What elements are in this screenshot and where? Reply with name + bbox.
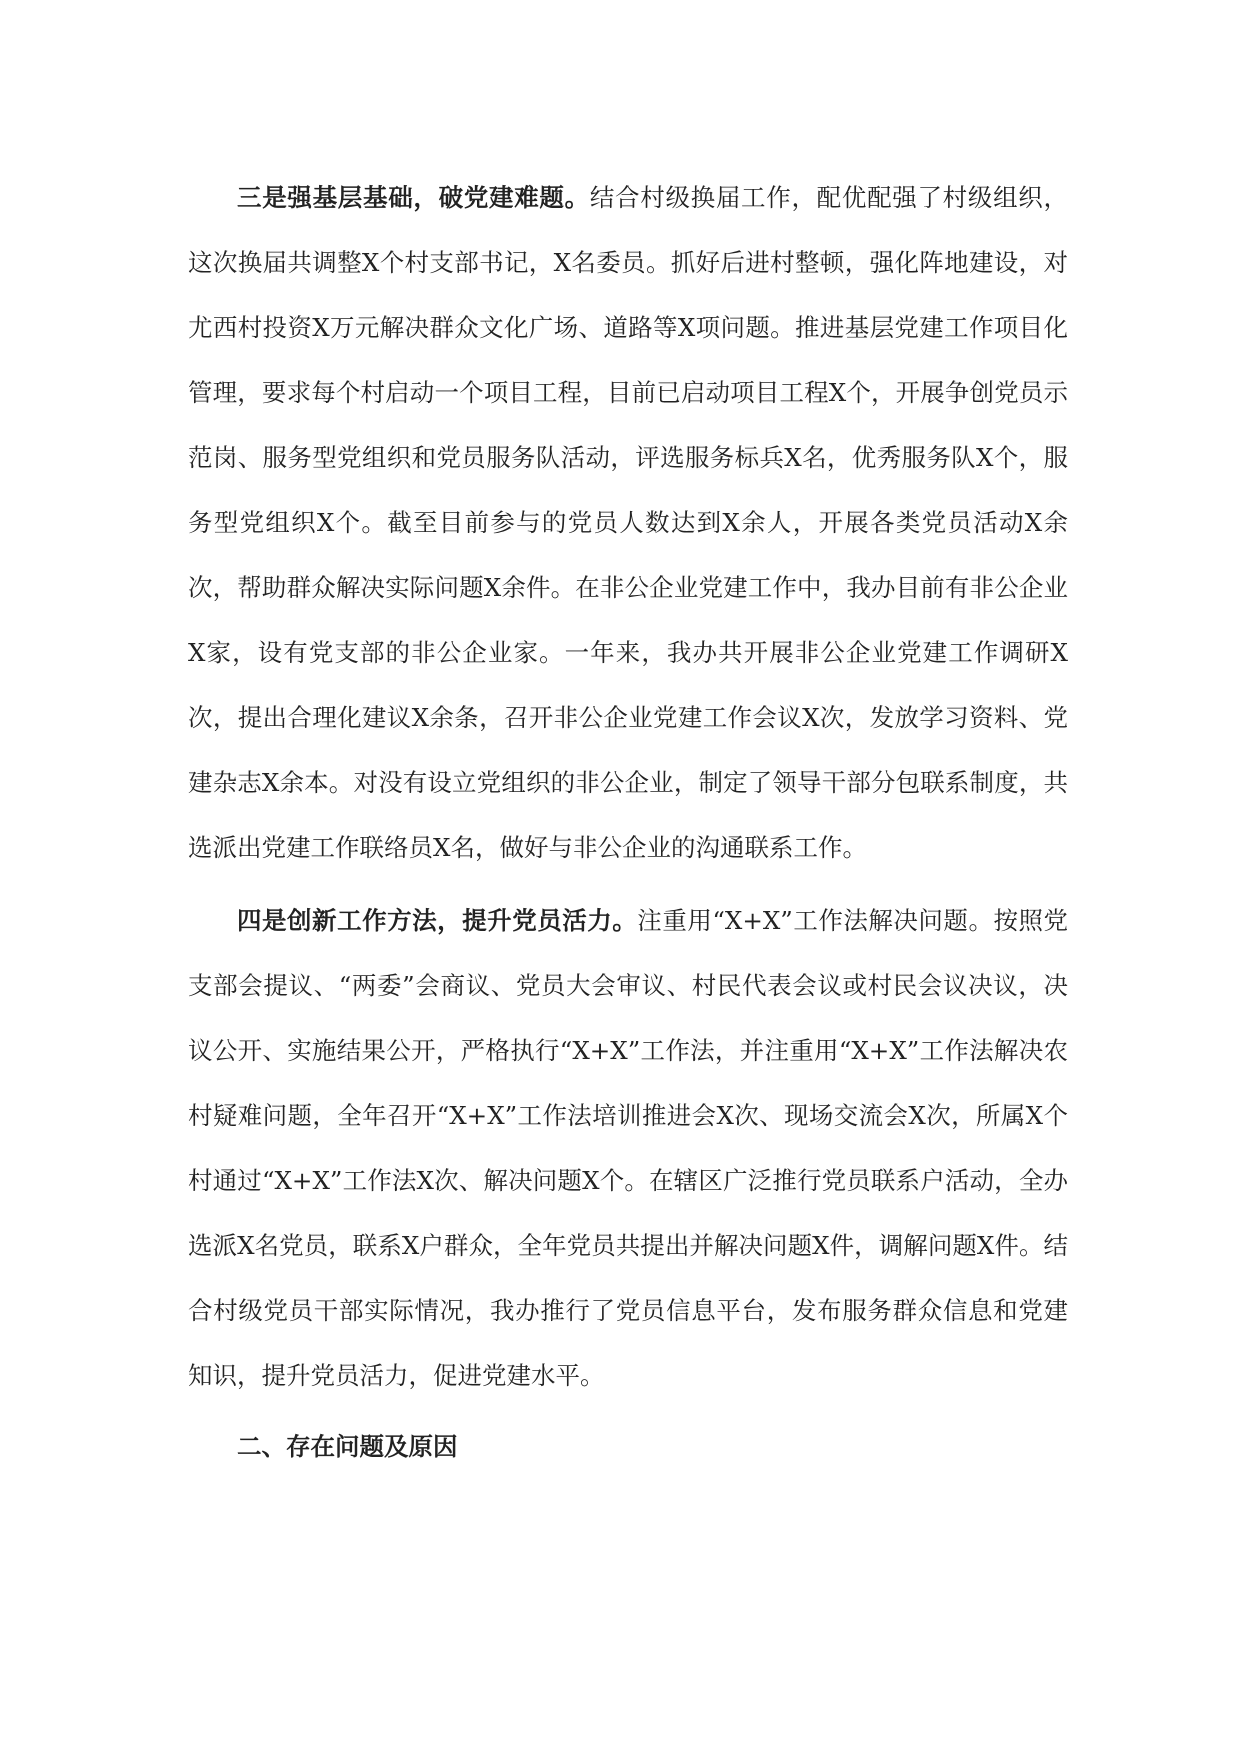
- section-heading: 二、存在问题及原因: [237, 1432, 458, 1461]
- paragraph-strengthen-grassroots: [188, 165, 1068, 880]
- document-body: [188, 165, 1068, 1479]
- paragraph-lead: 四是创新工作方法，提升党员活力。: [237, 906, 638, 935]
- paragraph-lead: 三是强基层基础，破党建难题。: [237, 183, 590, 212]
- paragraph-text: 注重用“X+X”工作法解决问题。按照党支部会提议、“两委”会商议、党员大会审议、村民代表会议或村民会议决议，决议公开、实施结果公开，严格执行“X+X”工作法，并注重用“X+X”工作法解决农村疑难问题，全年召开“X+X”工作法培训推进会X次、现场交流会X次，所属X个村通过“X+X”工作法X次、解决问题X个。在辖区广泛推行党员联系户活动，全办选派X名党员，联系X户群众，全年党员共提出并解决问题X件，调解问题X件。结合村级党员干部实际情况，我办推行了党员信息平台，发布服务群众信息和党建知识，提升党员活力，促进党建水平。: [188, 906, 1069, 1390]
- paragraph-text: 结合村级换届工作，配优配强了村级组织，这次换届共调整X个村支部书记，X名委员。抓好后进村整顿，强化阵地建设，对尤西村投资X万元解决群众文化广场、道路等X项问题。推进基层党建工作项目化管理，要求每个村启动一个项目工程，目前已启动项目工程X个，开展争创党员示范岗、服务型党组织和党员服务队活动，评选服务标兵X名，优秀服务队X个，服务型党组织X个。截至目前参与的党员人数达到X余人，开展各类党员活动X余次，帮助群众解决实际问题X余件。在非公企业党建工作中，我办目前有非公企业X家，设有党支部的非公企业家。一年来，我办共开展非公企业党建工作调研X次，提出合理化建议X余条，召开非公企业党建工作会议X次，发放学习资料、党建杂志X余本。对没有设立党组织的非公企业，制定了领导干部分包联系制度，共选派出党建工作联络员X名，做好与非公企业的沟通联系工作。: [188, 183, 1068, 862]
- paragraph-innovate-methods: [188, 888, 1068, 1408]
